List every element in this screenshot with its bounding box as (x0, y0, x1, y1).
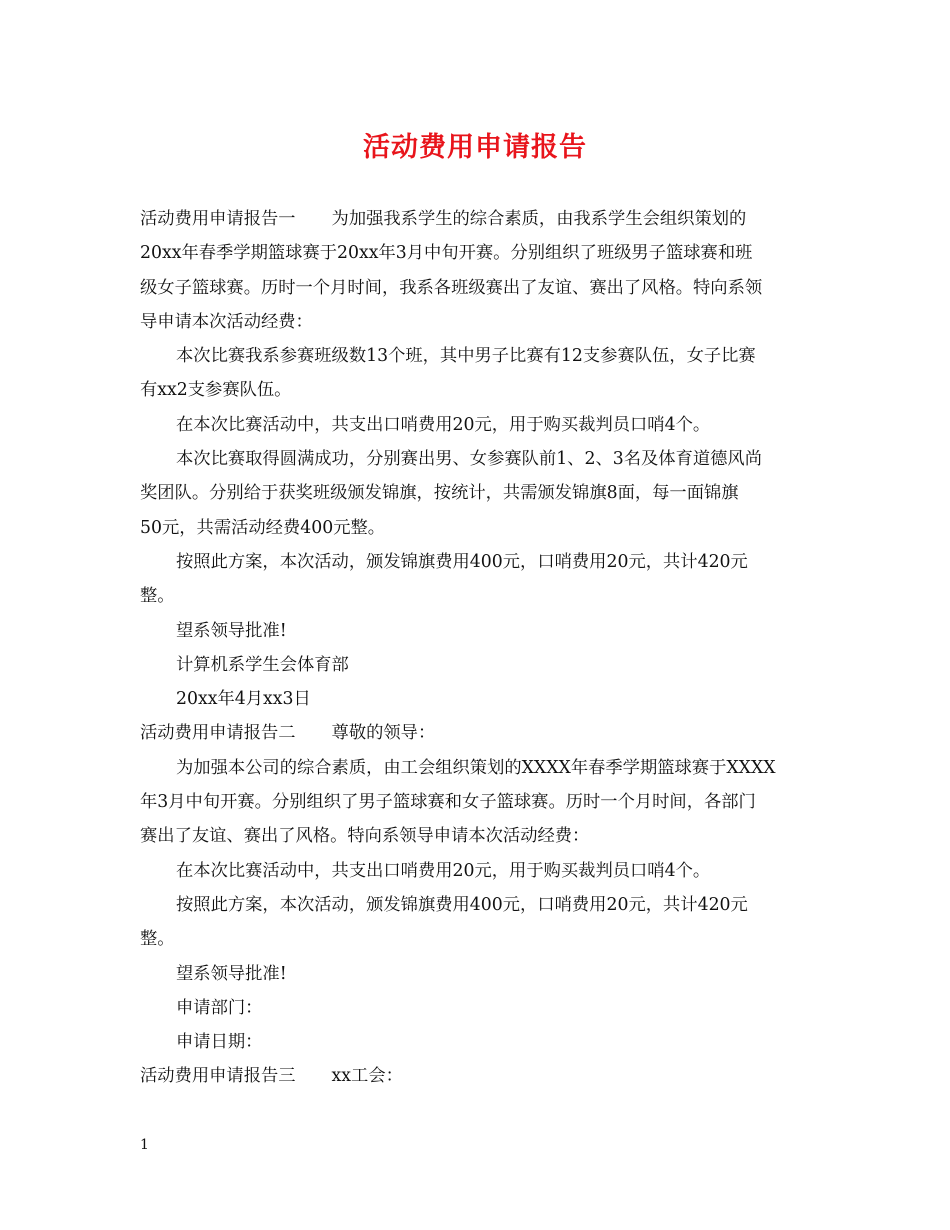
paragraph-line: 有xx2支参赛队伍。 (140, 380, 292, 401)
document-title: 活动费用申请报告 (363, 132, 587, 163)
paragraph-first-line: 计算机系学生会体育部 (176, 654, 349, 675)
section-heading-text: xx工会： (331, 1066, 403, 1087)
paragraph-line: 年3月中旬开赛。分别组织了男子篮球赛和女子篮球赛。历时一个月时间，各部门 (140, 792, 756, 813)
paragraph-first-line: 本次比赛取得圆满成功，分别赛出男、女参赛队前1、2、3名及体育道德风尚 (176, 449, 762, 470)
section-label: 活动费用申请报告一 (140, 209, 296, 229)
section-heading-line (140, 1059, 812, 1093)
section-heading-line (140, 716, 812, 750)
section-label: 活动费用申请报告二 (140, 723, 296, 744)
paragraph-first-line: 在本次比赛活动中，共支出口哨费用20元，用于购买裁判员口哨4个。 (176, 414, 711, 435)
section-heading-line (140, 202, 812, 236)
paragraph-line: 奖团队。分别给于获奖班级颁发锦旗，按统计，共需颁发锦旗8面，每一面锦旗 (140, 483, 739, 504)
paragraph-line: 赛出了友谊、赛出了风格。特向系领导申请本次活动经费： (140, 826, 590, 847)
paragraph-line: 20xx年春季学期篮球赛于20xx年3月中旬开赛。分别组织了班级男子篮球赛和班 (140, 243, 753, 264)
paragraph-first-line: 按照此方案，本次活动，颁发锦旗费用400元，口哨费用20元，共计420元 (176, 894, 748, 915)
paragraph-line: 50元，共需活动经费400元整。 (140, 517, 386, 538)
page-number: 1 (140, 1137, 149, 1153)
paragraph-first-line: 望系领导批准! (176, 620, 287, 641)
paragraph-first-line: 申请日期： (176, 1032, 263, 1053)
paragraph-first-line: 20xx年4月xx3日 (176, 689, 311, 710)
paragraph-first-line: 望系领导批准! (176, 963, 287, 984)
paragraph-line: 导申请本次活动经费： (140, 311, 313, 332)
paragraph-first-line: 申请部门： (176, 997, 263, 1018)
paragraph-line: 整。 (140, 929, 175, 950)
section-label: 活动费用申请报告三 (140, 1066, 296, 1087)
paragraph-line: 整。 (140, 586, 175, 607)
document-body (140, 202, 812, 1094)
paragraph-first-line: 按照此方案，本次活动，颁发锦旗费用400元，口哨费用20元，共计420元 (176, 551, 748, 572)
paragraph-first-line: 在本次比赛活动中，共支出口哨费用20元，用于购买裁判员口哨4个。 (176, 860, 711, 881)
paragraph-line: 级女子篮球赛。历时一个月时间，我系各班级赛出了友谊、赛出了风格。特向系领 (140, 277, 763, 298)
paragraph-first-line: 为加强本公司的综合素质，由工会组织策划的XXXX年春季学期篮球赛于XXXX (176, 757, 776, 778)
section-heading-text: 尊敬的领导： (331, 723, 436, 744)
section-heading-text: 为加强我系学生的综合素质，由我系学生会组织策划的 (331, 209, 747, 229)
paragraph-first-line: 本次比赛我系参赛班级数13个班，其中男子比赛有12支参赛队伍，女子比赛 (176, 346, 756, 367)
